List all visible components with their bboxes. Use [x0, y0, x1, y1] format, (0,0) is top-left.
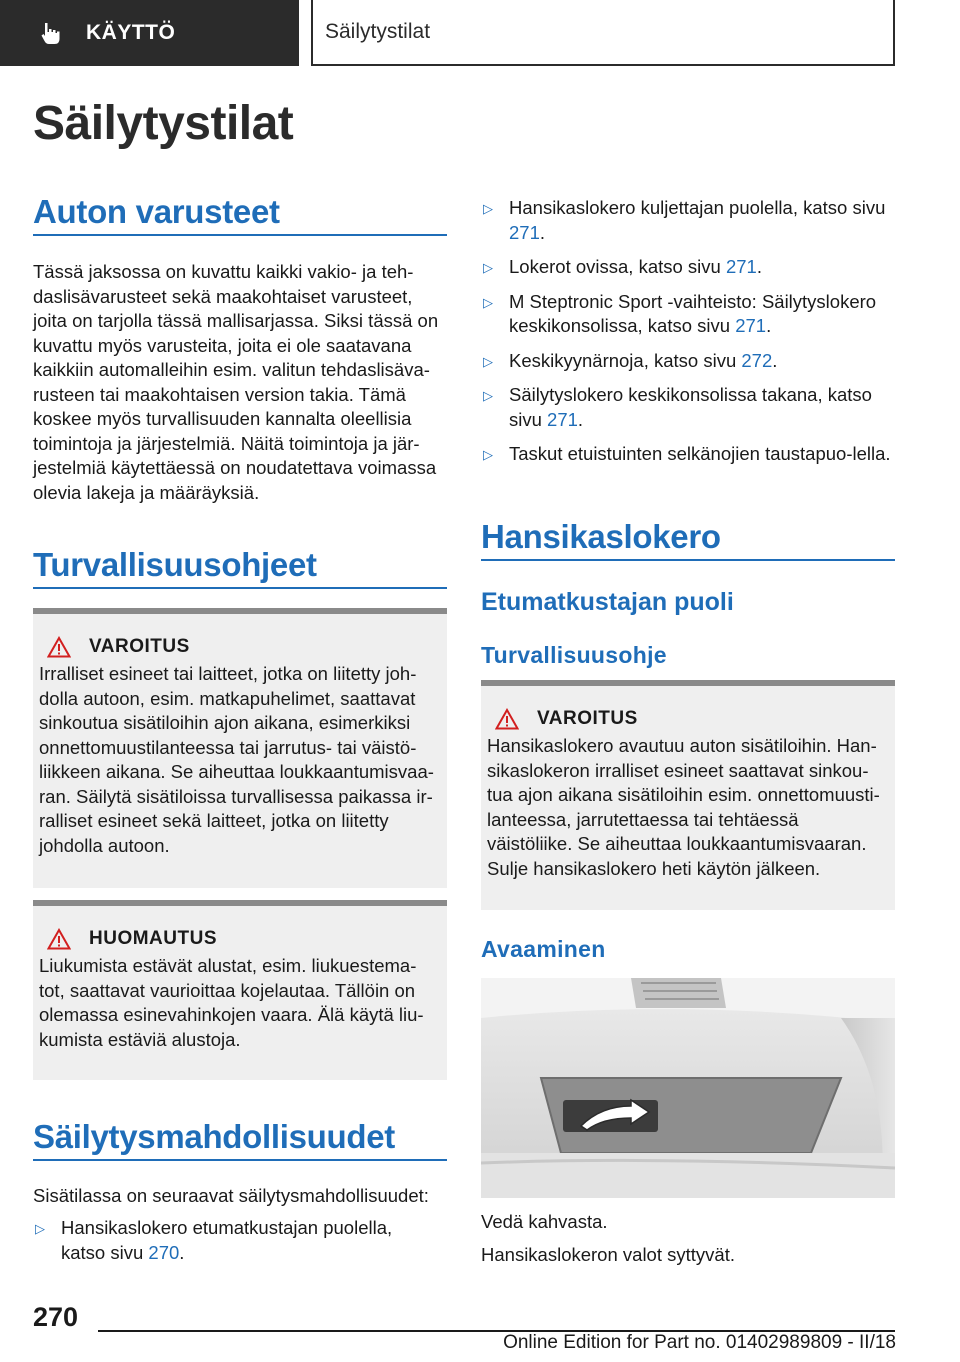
list-item: ▷ M Steptronic Sport -vaihteisto: Säilytyslokero keskikonsolissa, katso sivu 271.: [483, 290, 877, 336]
heading-vehicle-equipment: Auton varusteet: [33, 193, 280, 230]
subheading-passenger-side: Etumatkustajan puoli: [481, 588, 734, 616]
heading-rule: [33, 587, 447, 589]
notice-header: [39, 928, 441, 950]
list-item: ▷ Säilytyslokero keskikonsolissa takana, katso sivu 271.: [483, 384, 872, 430]
page-link[interactable]: 271: [547, 408, 578, 430]
heading-rule: [481, 559, 895, 561]
instruction-lights-on: Hansikaslokeron valot syttyvät.: [481, 1244, 735, 1265]
footer-edition: Online Edition for Part no. 01402989809 - II/18: [503, 1332, 896, 1353]
section-tab[interactable]: [0, 0, 299, 66]
list-item: ▷ Hansikaslokero etumatkustajan puolella, katso sivu 270.: [35, 1217, 393, 1263]
heading-glovebox: Hansikaslokero: [481, 518, 721, 555]
notice-label: HUOMAUTUS: [89, 928, 217, 949]
heading-rule: [33, 1159, 447, 1161]
warning-triangle-icon: [47, 928, 71, 950]
heading-safety: Turvallisuusohjeet: [33, 546, 317, 583]
warning-box: [33, 608, 447, 888]
warning-header: [39, 636, 441, 658]
page-title: Säilytystilat: [33, 97, 294, 150]
page-link[interactable]: 270: [148, 1241, 180, 1263]
notice-text: Liukumista estävät alustat, esim. liukuestema-tot, saattavat vaurioittaa kojelautaa. Tällöin on olemassa esinevahinkojen vaara. Älä käytä liu-kumista estäviä alustoja.: [39, 955, 424, 1050]
warning-text: Hansikaslokero avautuu auton sisätiloihin. Han-sikaslokeron irralliset esineet saattavat sinkou-tua ajon aikana sisätiloihin esim. onnettomuusti-lanteessa, jarrutettaessa tai tehtäessä väistöliike. Se aiheuttaa loukkaantumisvaaran. Sulje hansikaslokero heti käytön jälkeen.: [487, 735, 880, 879]
heading-storage: Säilytysmahdollisuudet: [33, 1118, 395, 1155]
warning-label: VAROITUS: [537, 708, 638, 729]
storage-list-right: [481, 196, 895, 477]
instruction-pull-handle: Vedä kahvasta.: [481, 1211, 608, 1232]
chapter-tab: [311, 0, 895, 66]
warning-label: VAROITUS: [89, 636, 190, 657]
subheading-opening: Avaaminen: [481, 936, 606, 962]
list-item: ▷ Keskikyynärnoja, katso sivu 272.: [481, 349, 895, 374]
subheading-safety: Turvallisuusohje: [481, 642, 667, 668]
triangle-bullet-icon: ▷: [483, 388, 493, 403]
storage-list-left: [33, 1216, 433, 1275]
notice-box: [33, 900, 447, 1080]
list-item: ▷ Taskut etuistuinten selkänojien taustapuo-lella.: [481, 442, 895, 467]
warning-header: [487, 708, 889, 730]
glovebox-photo: [481, 978, 895, 1198]
triangle-bullet-icon: ▷: [483, 294, 493, 310]
page-link[interactable]: 271: [725, 256, 757, 277]
page-link[interactable]: 271: [735, 315, 767, 336]
triangle-bullet-icon: ▷: [35, 1221, 45, 1236]
section-label: KÄYTTÖ: [86, 21, 176, 44]
heading-rule: [33, 234, 447, 236]
warning-text: Irralliset esineet tai laitteet, jotka on liitetty joh-dolla autoon, esim. matkapuhelimet, saattavat sinkoutua sisätiloihin ajon aikana, esimerkiksi onnettomuustilanteessa tai jarrutus- tai väistö-liikkeen aikana. Se aiheuttaa loukkaantumisvaa-ran. Säilytä sisätiloissa turvallisessa paikassa ir-ralliset esineet sekä laitteet, jotka on liitetty johdolla autoon.: [39, 663, 434, 856]
glovebox-warning-box: [481, 680, 895, 910]
vehicle-equipment-text: Tässä jaksossa on kuvattu kaikki vakio- ja teh-daslisävarusteet sekä maakohtaiset varusteet, joita on tarjolla tässä mallisarjassa. Siksi tässä on kuvattu myös varusteita, joita ei ole saatavana kaikkiin automalleihin esim. valitun tehdaslisäva-rusteen tai maakohtaisen version takia. Tämä koskee myös turvallisuuden kannalta oleellisia toimintoja ja järjestelmiä. Näitä toimintoja ja jär-jestelmiä käytettäessä on noudatettava voimassa olevia lakeja ja määräyksiä.: [33, 261, 439, 503]
warning-triangle-icon: [495, 708, 519, 730]
triangle-bullet-icon: ▷: [483, 353, 493, 369]
triangle-bullet-icon: ▷: [483, 260, 493, 275]
list-item: ▷ Lokerot ovissa, katso sivu 271.: [481, 255, 895, 280]
chapter-label: Säilytystilat: [325, 20, 431, 43]
storage-intro: Sisätilassa on seuraavat säilytysmahdollisuudet:: [33, 1185, 429, 1206]
triangle-bullet-icon: ▷: [483, 447, 493, 462]
triangle-bullet-icon: ▷: [483, 201, 493, 216]
pointing-hand-icon: [38, 20, 64, 46]
page-header: [0, 0, 960, 66]
warning-triangle-icon: [47, 636, 71, 658]
page-number: 270: [33, 1302, 79, 1332]
page-link[interactable]: 271: [509, 221, 540, 243]
page-link[interactable]: 272: [741, 349, 773, 371]
glovebox-illustration: [481, 978, 895, 1198]
list-item: ▷ Hansikaslokero kuljettajan puolella, katso sivu 271.: [483, 197, 886, 243]
